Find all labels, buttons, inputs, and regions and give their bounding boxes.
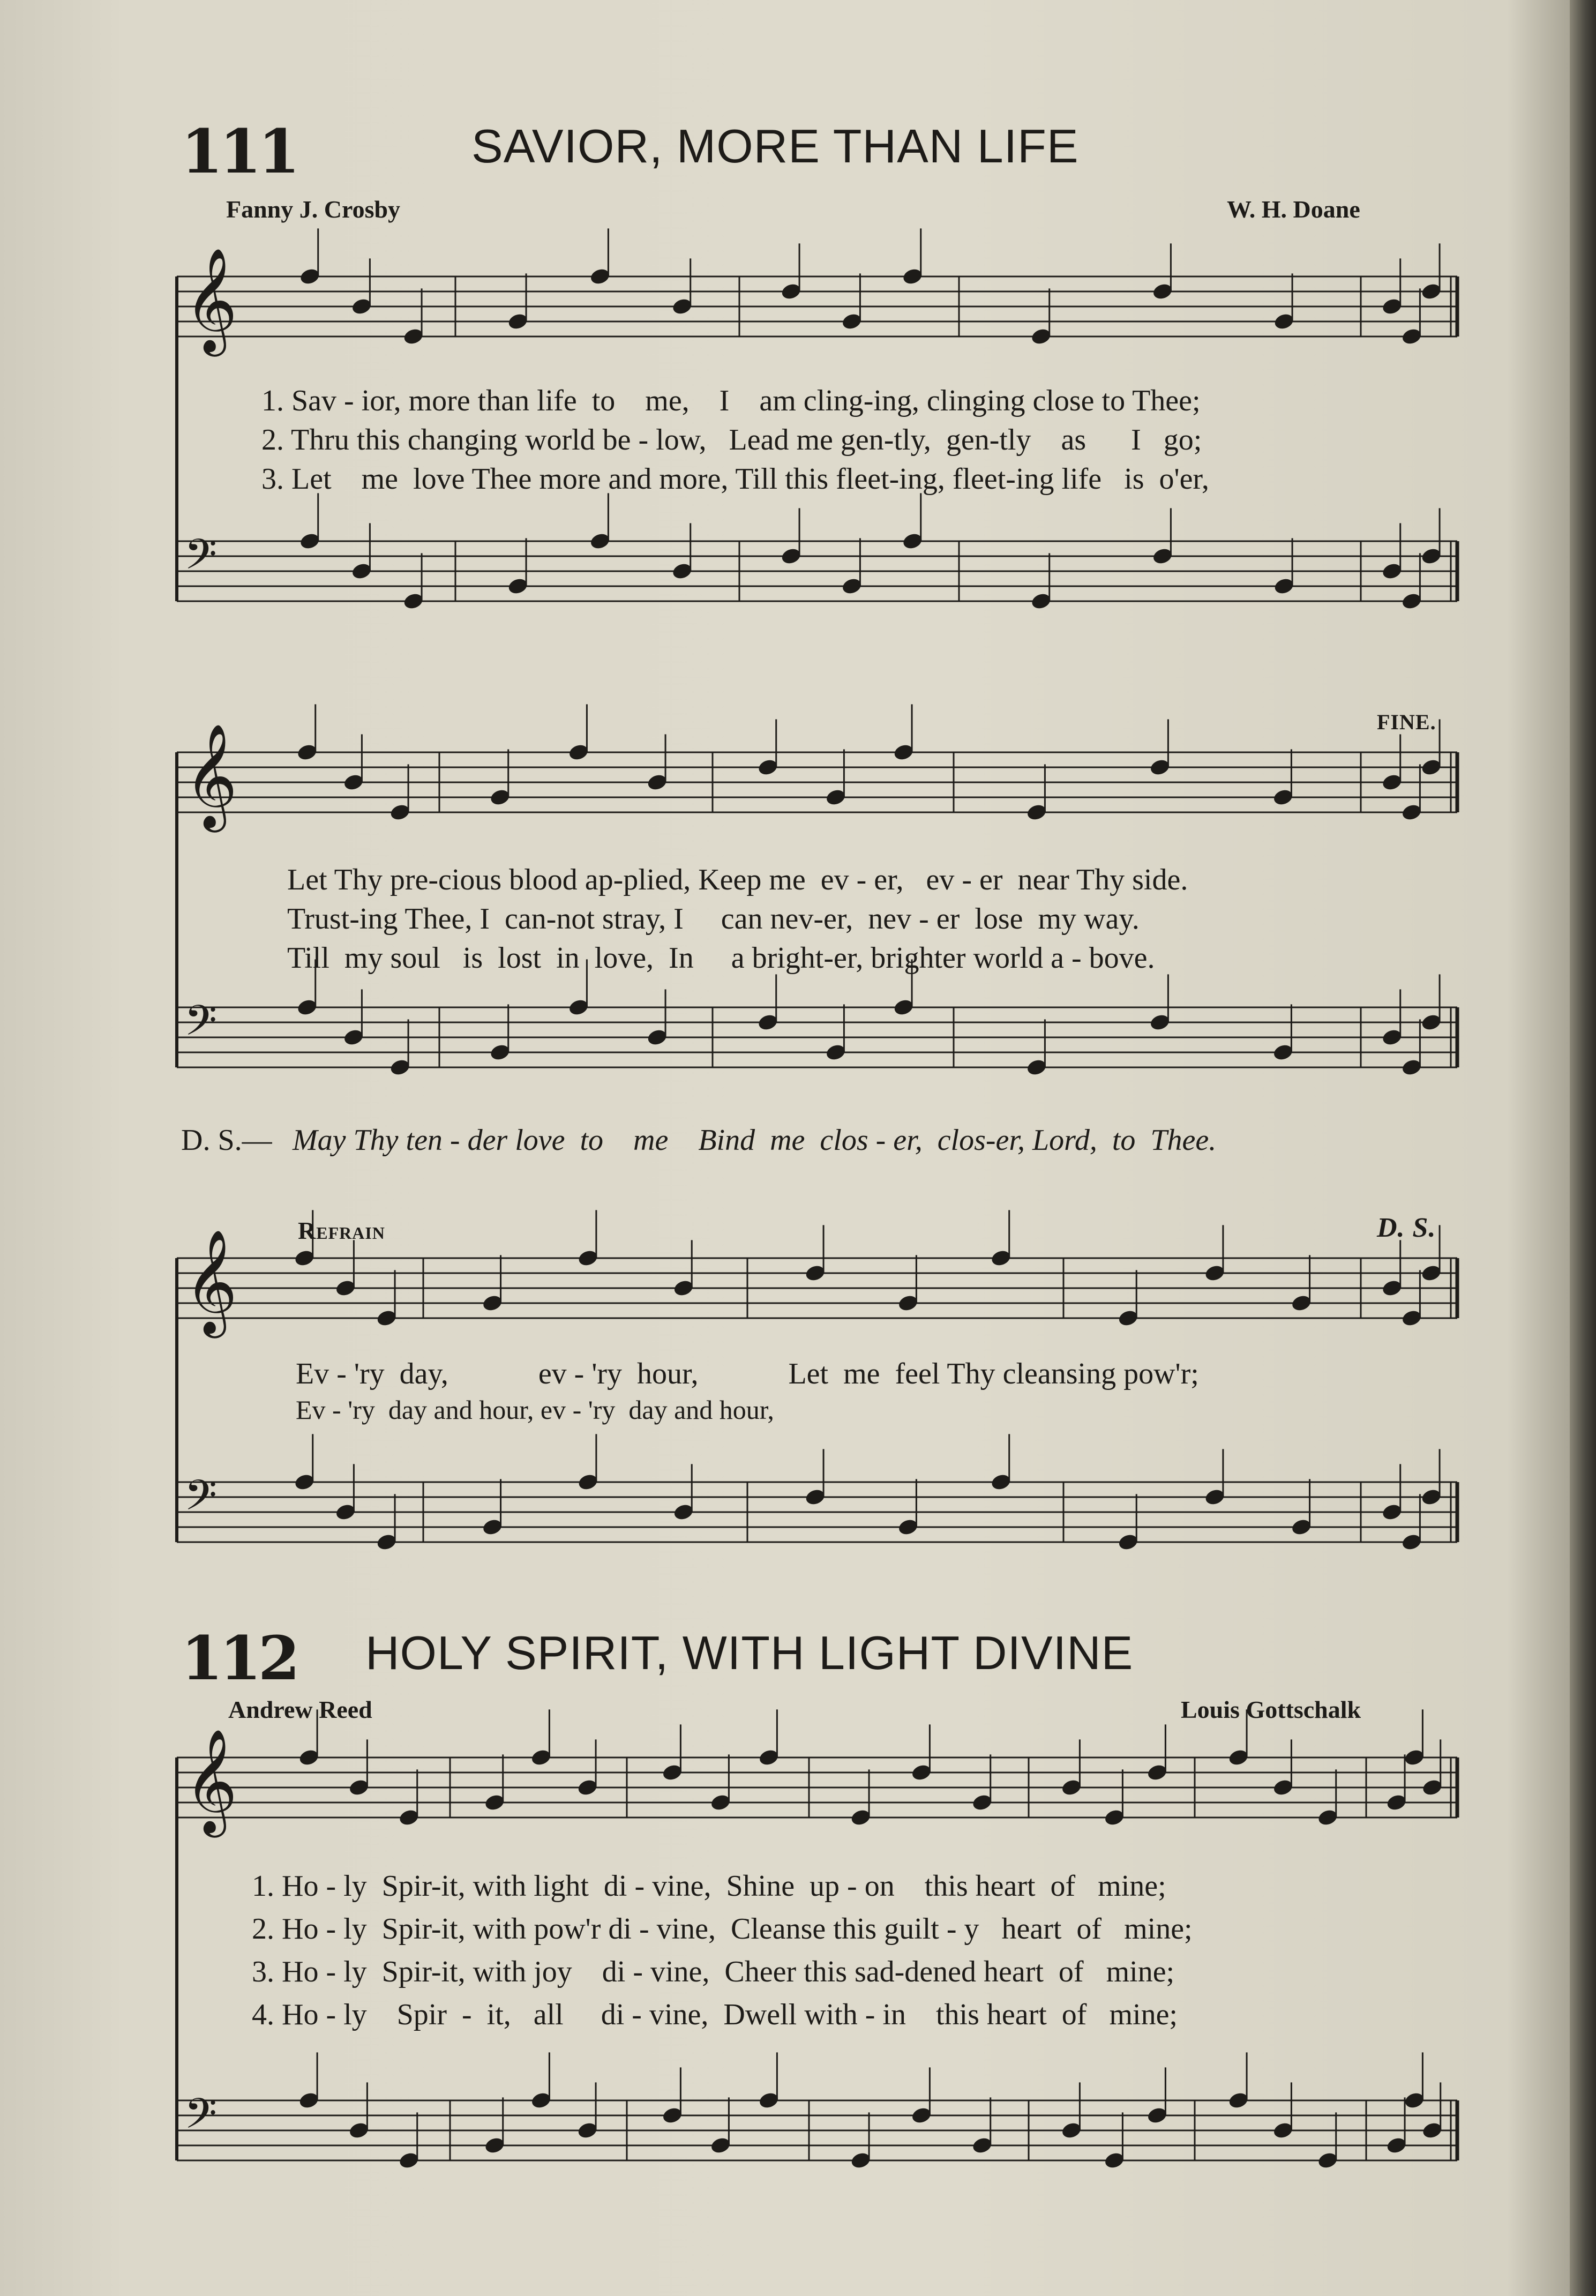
lyric-line: 3. Let me love Thee more and more, Till this fleet-ing, fleet-ing life is o'er, xyxy=(261,462,1209,496)
refrain-label: Refrain xyxy=(298,1217,385,1244)
lyric-line: 4. Ho - ly Spir - it, all di - vine, Dwell with - in this heart of mine; xyxy=(252,1998,1178,2031)
treble-clef-icon: 𝄞 xyxy=(184,722,238,828)
lyric-line: 2. Ho - ly Spir-it, with pow'r di - vine, Cleanse this guilt - y heart of mine; xyxy=(252,1912,1193,1946)
lyric-line: 1. Ho - ly Spir-it, with light di - vine, Shine up - on this heart of mine; xyxy=(252,1869,1166,1903)
hymn-author: Fanny J. Crosby xyxy=(226,196,401,223)
lyric-line: Ev - 'ry day and hour, ev - 'ry day and hour, xyxy=(296,1395,774,1425)
lyric-line: 1. Sav - ior, more than life to me, I am cling-ing, clinging close to Thee; xyxy=(261,384,1201,417)
bass-clef-icon: 𝄢 xyxy=(184,997,218,1056)
ds-marker: D. S. xyxy=(1377,1213,1436,1243)
hymn-author: Andrew Reed xyxy=(228,1696,372,1723)
bass-clef-icon: 𝄢 xyxy=(184,530,218,590)
ds-lyric-line: May Thy ten - der love to me Bind me clos - er, clos-er, Lord, to Thee. xyxy=(293,1124,1217,1157)
treble-clef-icon: 𝄞 xyxy=(184,1228,238,1334)
lyric-line: Let Thy pre-cious blood ap-plied, Keep me ev - er, ev - er near Thy side. xyxy=(287,863,1188,896)
bass-clef-icon: 𝄢 xyxy=(184,1471,218,1531)
hymn-composer: W. H. Doane xyxy=(1227,196,1360,223)
treble-clef-icon: 𝄞 xyxy=(184,246,238,352)
hymn-composer: Louis Gottschalk xyxy=(1181,1696,1361,1723)
hymn-number: 111 xyxy=(181,117,297,187)
fine-marker: FINE. xyxy=(1377,710,1436,734)
lyric-line: Trust-ing Thee, I can-not stray, I can nev-er, nev - er lose my way. xyxy=(287,902,1140,936)
hymn-title: SAVIOR, MORE THAN LIFE xyxy=(471,119,1079,173)
ds-prefix: D. S.— xyxy=(181,1124,272,1157)
lyric-line: 3. Ho - ly Spir-it, with joy di - vine, Cheer this sad-dened heart of mine; xyxy=(252,1955,1175,1988)
treble-clef-icon: 𝄞 xyxy=(184,1727,238,1833)
lyric-line: 2. Thru this changing world be - low, Lead me gen-tly, gen-tly as I go; xyxy=(261,423,1202,457)
hymn-title: HOLY SPIRIT, WITH LIGHT DIVINE xyxy=(365,1626,1134,1679)
lyric-line: Ev - 'ry day, ev - 'ry hour, Let me feel Thy cleansing pow'r; xyxy=(296,1357,1199,1390)
bass-clef-icon: 𝄢 xyxy=(184,2090,218,2149)
lyric-line: Till my soul is lost in love, In a bright-er, brighter world a - bove. xyxy=(287,941,1155,975)
hymn-number: 112 xyxy=(181,1624,297,1694)
